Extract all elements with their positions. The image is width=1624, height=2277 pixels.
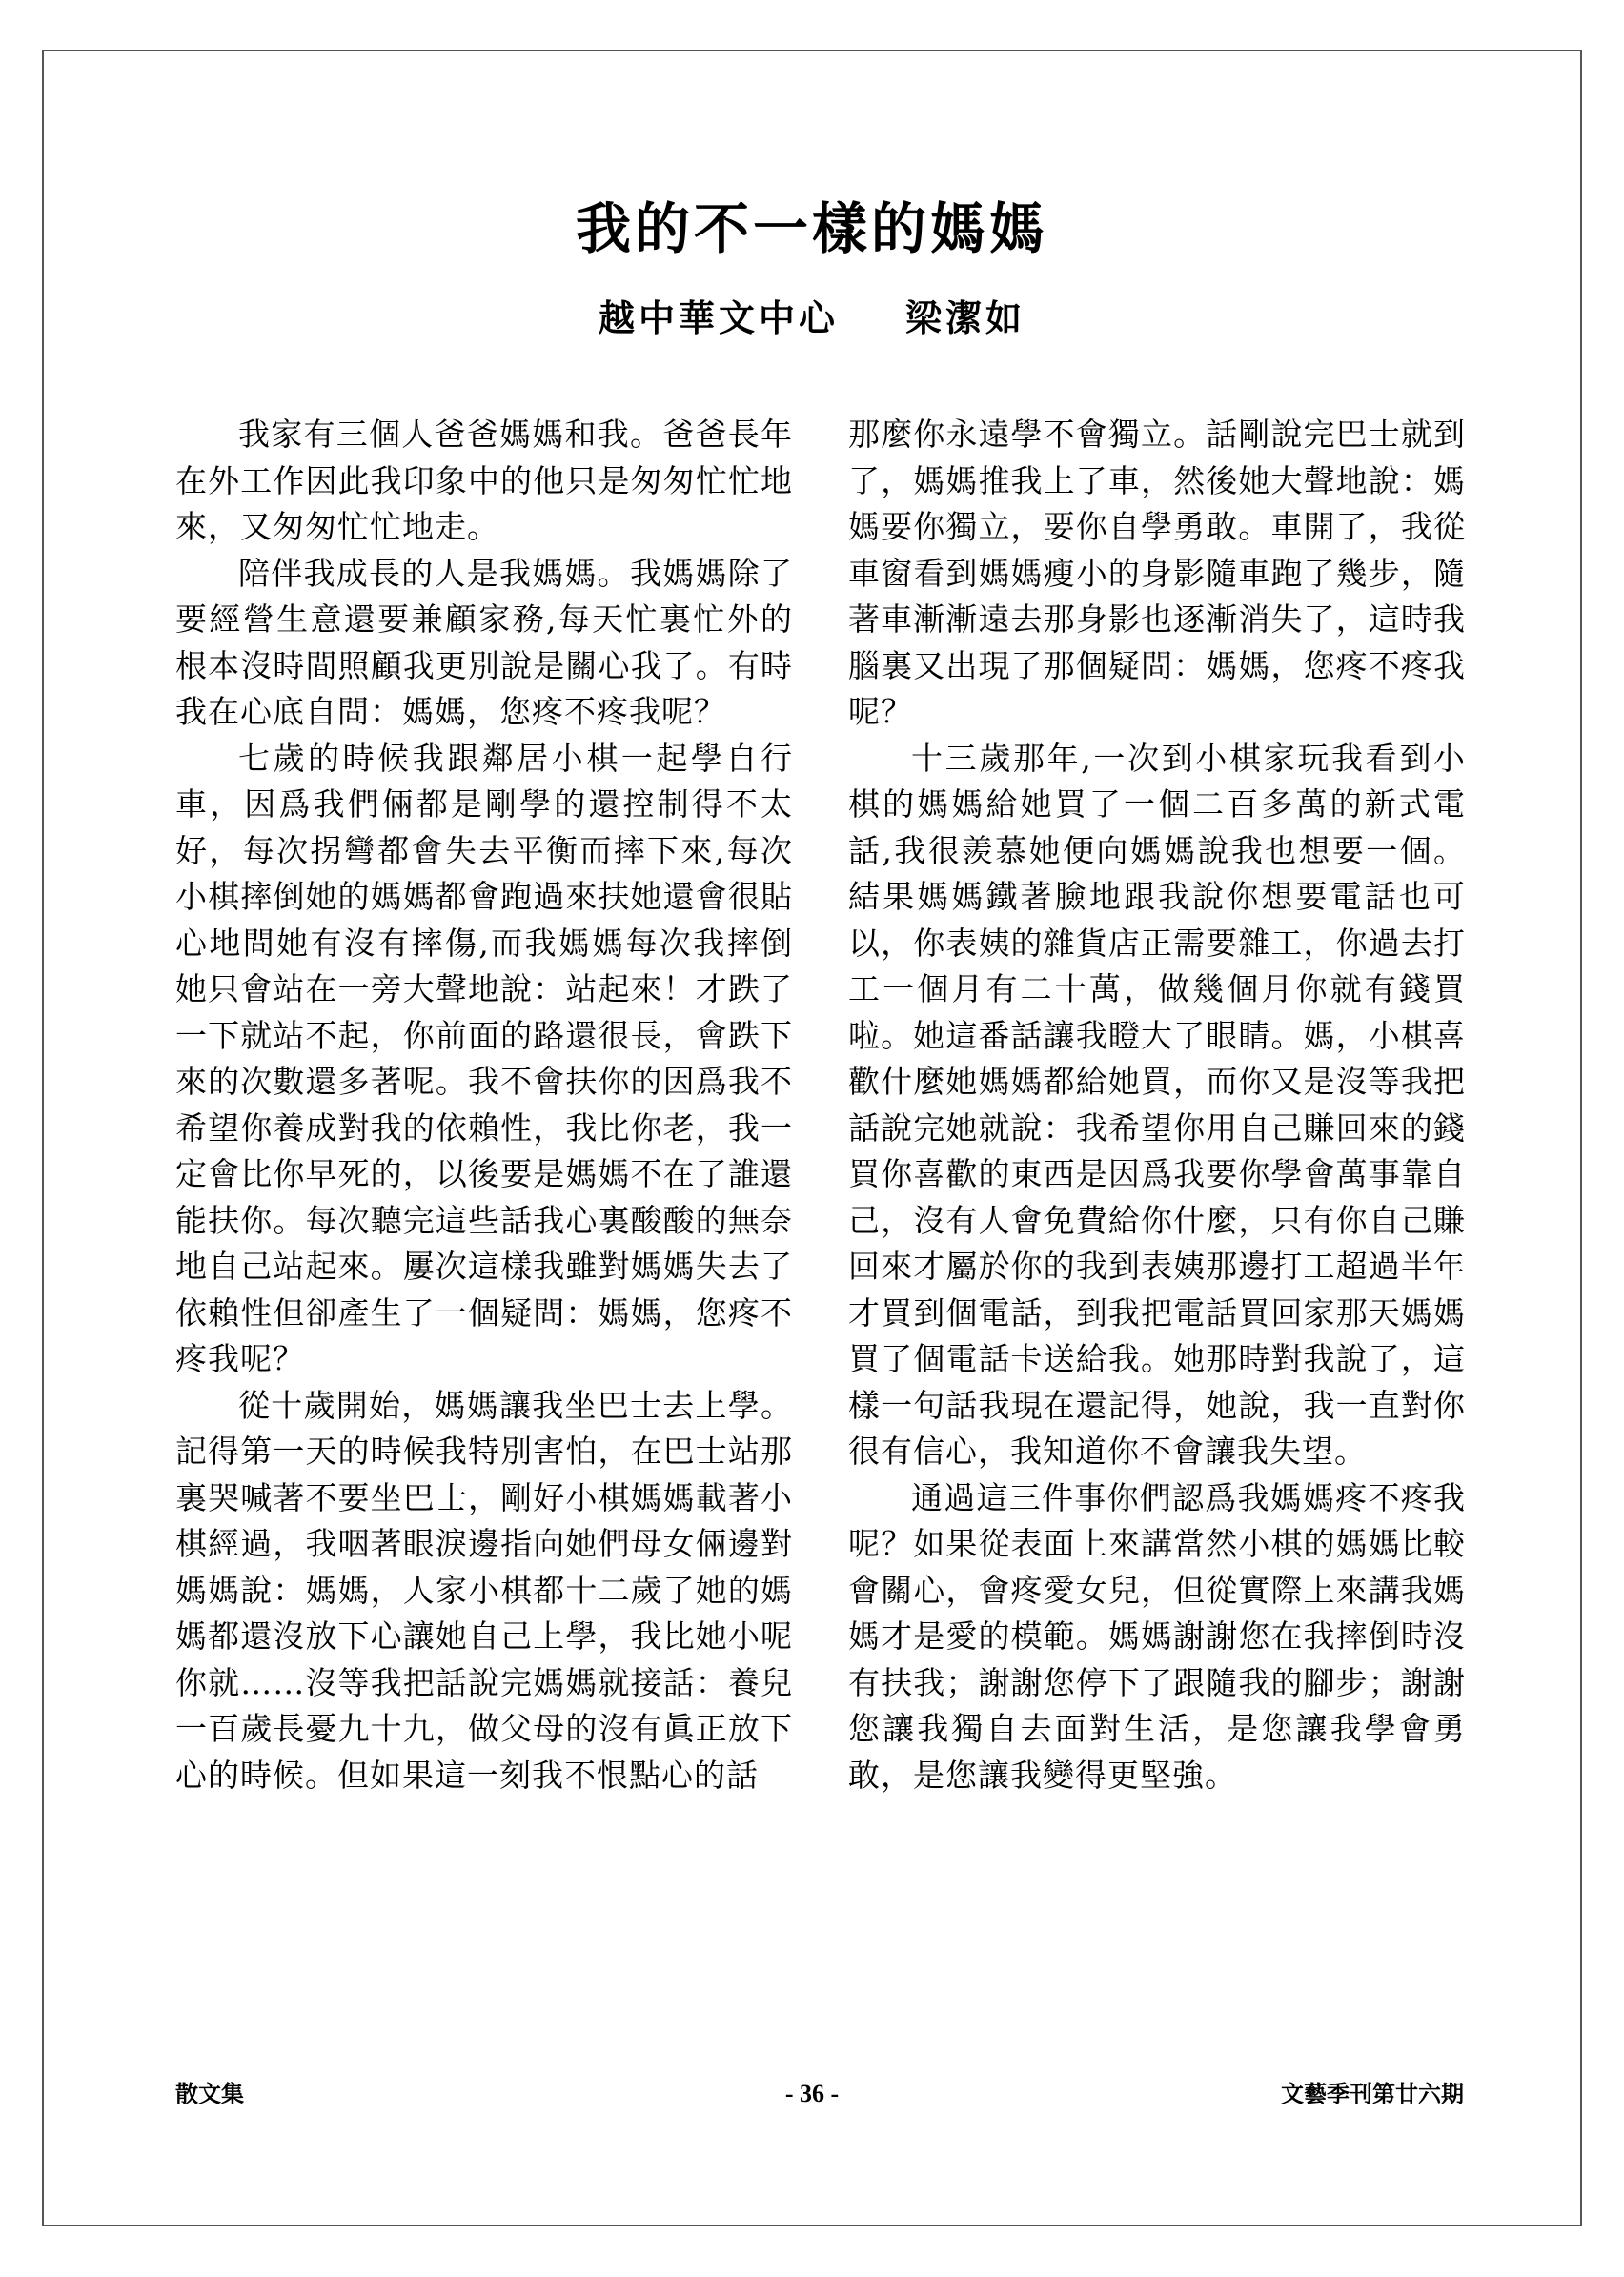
author-affiliation: 越中華文中心 xyxy=(598,296,839,339)
paragraph-bus-continued: 那麼你永遠學不會獨立。話剛說完巴士就到了，媽媽推我上了車，然後她大聲地說：媽媽要你獨立，要你自學勇敢。車開了，我從車窗看到媽媽瘦小的身影隨車跑了幾步，隨著車漸漸遠去那身影也逐漸消失了，這時我腦裏又出現了那個疑問：媽媽，您疼不疼我呢？ xyxy=(848,416,1466,730)
paragraph-phone: 十三歲那年,一次到小棋家玩我看到小棋的媽媽給她買了一個二百多萬的新式電話,我很羨慕她便向媽媽說我也想要一個。結果媽媽鐵著臉地跟我說你想要電話也可以，你表姨的雜貨店正需要雜工，你過去打工一個月有二十萬，做幾個月你就有錢買啦。她這番話讓我瞪大了眼睛。媽，小棋喜歡什麼她媽媽都給她買，而你又是沒等我把話說完她就說：我希望你用自己賺回來的錢買你喜歡的東西是因爲我要你學會萬事靠自己，沒有人會免費給你什麼，只有你自己賺回來才屬於你的我到表姨那邊打工超過半年才買到個電話，到我把電話買回家那天媽媽買了個電話卡送給我。她那時對我說了，這樣一句話我現在還記得，她說，我一直對你很有信心，我知道你不會讓我失望。 xyxy=(848,739,1466,1470)
footer-publication-name: 文藝季刊第廿六期 xyxy=(1281,2081,1464,2107)
left-text-column xyxy=(175,412,793,1799)
paragraph-mother-busy: 陪伴我成長的人是我媽媽。我媽媽除了要經營生意還要兼顧家務,每天忙裏忙外的根本沒時間照顧我更別說是關心我了。有時我在心底自問：媽媽，您疼不疼我呢？ xyxy=(175,554,793,730)
article-title: 我的不一樣的媽媽 xyxy=(575,196,1048,261)
footer-page-number: - 36 - xyxy=(784,2080,840,2107)
author-name: 梁潔如 xyxy=(905,296,1026,339)
paragraph-bicycle: 七歲的時候我跟鄰居小棋一起學自行車，因爲我們倆都是剛學的還控制得不太好，每次拐彎都會失去平衡而摔下來,每次小棋摔倒她的媽媽都會跑過來扶她還會很貼心地問她有沒有摔傷,而我媽媽每次我摔倒她只會站在一旁大聲地說：站起來！才跌了一下就站不起，你前面的路還很長，會跌下來的次數還多著呢。我不會扶你的因爲我不希望你養成對我的依賴性，我比你老，我一定會比你早死的，以後要是媽媽不在了誰還能扶你。每次聽完這些話我心裏酸酸的無奈地自己站起來。屢次這樣我雖對媽媽失去了依賴性但卻產生了一個疑問：媽媽，您疼不疼我呢？ xyxy=(175,739,793,1377)
paragraph-family: 我家有三個人爸爸媽媽和我。爸爸長年在外工作因此我印象中的他只是匆匆忙忙地來，又匆匆忙忙地走。 xyxy=(175,416,793,545)
paragraph-conclusion: 通過這三件事你們認爲我媽媽疼不疼我呢？如果從表面上來講當然小棋的媽媽比較會關心，會疼愛女兒，但從實際上來講我媽媽才是愛的模範。媽媽謝謝您在我摔倒時沒有扶我；謝謝您停下了跟隨我的腳步；謝謝您讓我獨自去面對生活，是您讓我學會勇敢，是您讓我變得更堅強。 xyxy=(848,1478,1466,1794)
paragraph-bus: 從十歲開始，媽媽讓我坐巴士去上學。記得第一天的時候我特別害怕，在巴士站那裏哭喊著不要坐巴士，剛好小棋媽媽載著小棋經過，我咽著眼淚邊指向她們母女倆邊對媽媽說：媽媽，人家小棋都十二歲了她的媽媽都還沒放下心讓她自己上學，我比她小呢你就……沒等我把話說完媽媽就接話：養兒一百歲長憂九十九，做父母的沒有眞正放下心的時候。但如果這一刻我不恨點心的話 xyxy=(175,1386,793,1794)
right-text-column xyxy=(848,412,1466,1799)
article-byline xyxy=(0,290,1624,347)
footer-section-name: 散文集 xyxy=(175,2081,244,2107)
